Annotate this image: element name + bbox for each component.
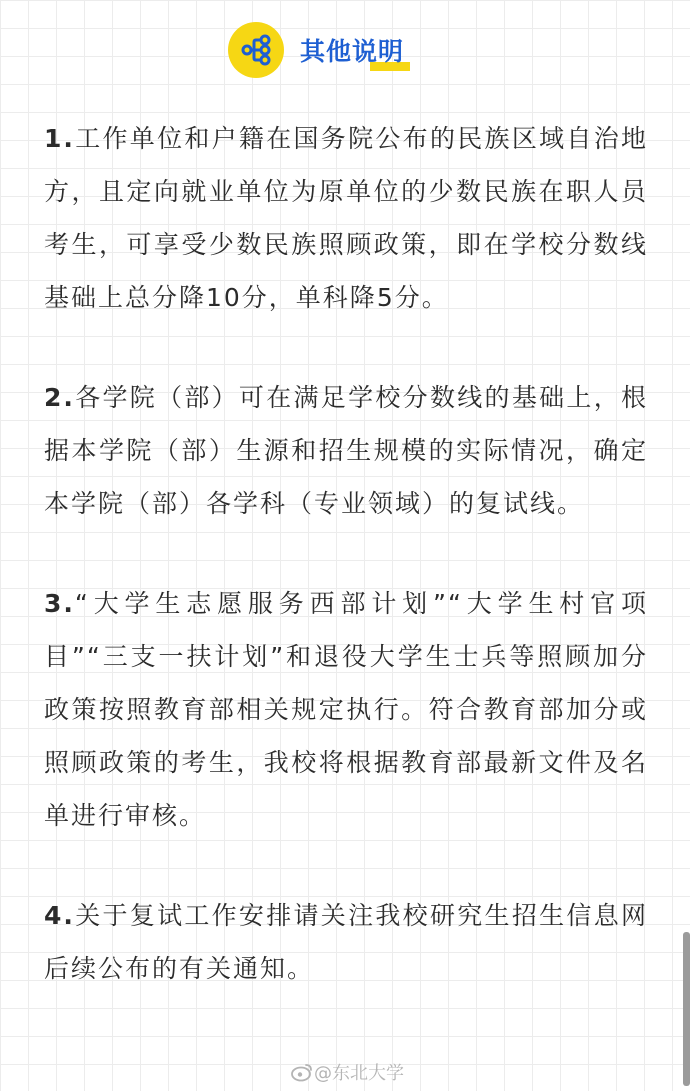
note-number: 1. (44, 124, 75, 153)
watermark (290, 1059, 404, 1085)
note-text: 工作单位和户籍在国务院公布的民族区域自治地方，且定向就业单位为原单位的少数民族在职人员考生，可享受少数民族照顾政策，即在学校分数线基础上总分降10分，单科降5分。 (44, 124, 648, 312)
weibo-icon (290, 1062, 314, 1082)
note-item-1 (44, 112, 648, 324)
note-item-4 (44, 889, 648, 995)
note-number: 3. (44, 589, 75, 618)
note-number: 4. (44, 901, 75, 930)
note-text: 各学院（部）可在满足学校分数线的基础上，根据本学院（部）生源和招生规模的实际情况，确定本学院（部）各学科（专业领域）的复试线。 (44, 383, 648, 518)
note-item-3 (44, 577, 648, 842)
share-nodes-icon (228, 22, 284, 78)
note-text: “大学生志愿服务西部计划”“大学生村官项目”“三支一扶计划”和退役大学生士兵等照顾加分政策按照教育部相关规定执行。符合教育部加分或照顾政策的考生，我校将根据教育部最新文件及名单进行审核。 (44, 589, 648, 830)
section-header (228, 20, 404, 80)
note-number: 2. (44, 383, 75, 412)
watermark-text: @东北大学 (314, 1063, 404, 1084)
scrollbar[interactable] (683, 932, 690, 1086)
notes-list (44, 112, 648, 1042)
page-title: 其他说明 (300, 37, 405, 66)
note-text: 关于复试工作安排请关注我校研究生招生信息网后续公布的有关通知。 (44, 901, 648, 983)
note-item-2 (44, 371, 648, 530)
title-wrap (300, 32, 404, 68)
